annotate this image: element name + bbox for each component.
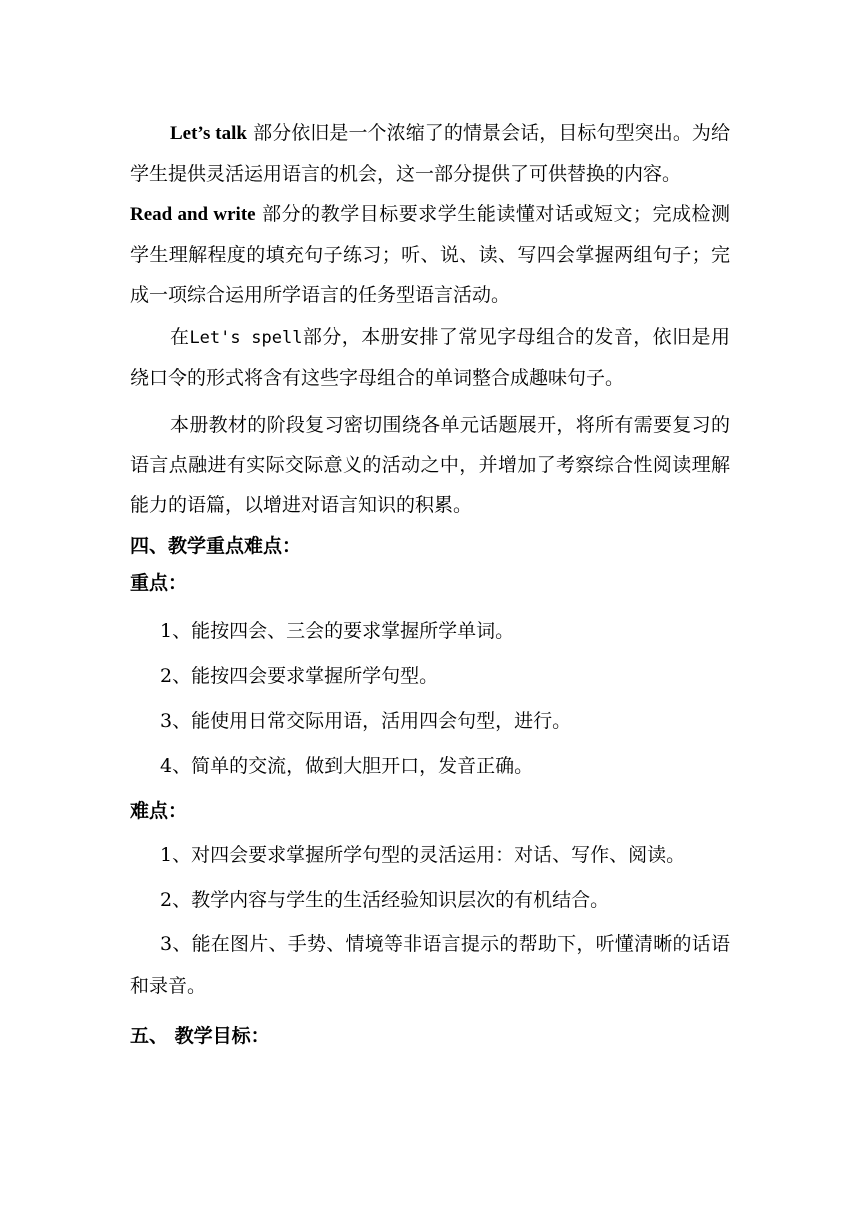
- lets-spell-prefix: 在: [170, 326, 190, 348]
- section-4-heading: 四、教学重点难点：: [130, 535, 302, 557]
- key-point-item: 3、能使用日常交际用语，活用四会句型，进行。: [160, 710, 572, 732]
- paragraph-lets-talk: [130, 113, 730, 194]
- paragraph-lets-spell: [130, 317, 730, 398]
- difficult-points-label: 难点：: [130, 800, 188, 822]
- difficult-point-item: 2、教学内容与学生的生活经验知识层次的有机结合。: [160, 889, 610, 911]
- review-text: 本册教材的阶段复习密切围绕各单元话题展开，将所有需要复习的语言点融进有实际交际意义的活动之中，并增加了考察综合性阅读理解能力的语篇，以增进对语言知识的积累。: [130, 414, 730, 516]
- read-write-term: Read and write: [130, 204, 256, 225]
- section-5-heading: 五、 教学目标：: [130, 1025, 270, 1047]
- paragraph-review: [130, 405, 730, 525]
- read-write-text: 部分的教学目标要求学生能读懂对话或短文；完成检测学生理解程度的填充句子练习；听、说、读、写四会掌握两组句子；完成一项综合运用所学语言的任务型语言活动。: [130, 203, 730, 306]
- key-point-item: 4、简单的交流，做到大胆开口，发音正确。: [160, 755, 534, 777]
- paragraph-read-write: [130, 194, 730, 315]
- lets-spell-term: Let's spell: [189, 328, 303, 348]
- key-point-item: 1、能按四会、三会的要求掌握所学单词。: [160, 620, 515, 642]
- lets-talk-term: Let’s talk: [170, 123, 247, 144]
- difficult-point-item: 1、对四会要求掌握所学句型的灵活运用：对话、写作、阅读。: [160, 844, 686, 866]
- key-point-item: 2、能按四会要求掌握所学句型。: [160, 665, 439, 687]
- key-points-label: 重点：: [130, 572, 188, 594]
- document-body: [130, 113, 730, 1055]
- difficult-point-item: 3、能在图片、手势、情境等非语言提示的帮助下，听懂清晰的话语和录音。: [130, 933, 730, 997]
- lets-spell-text: 部分，本册安排了常见字母组合的发音，依旧是用绕口令的形式将含有这些字母组合的单词整合成趣味句子。: [130, 326, 730, 389]
- lets-talk-text: 部分依旧是一个浓缩了的情景会话，目标句型突出。为给学生提供灵活运用语言的机会，这一部分提供了可供替换的内容。: [130, 122, 730, 185]
